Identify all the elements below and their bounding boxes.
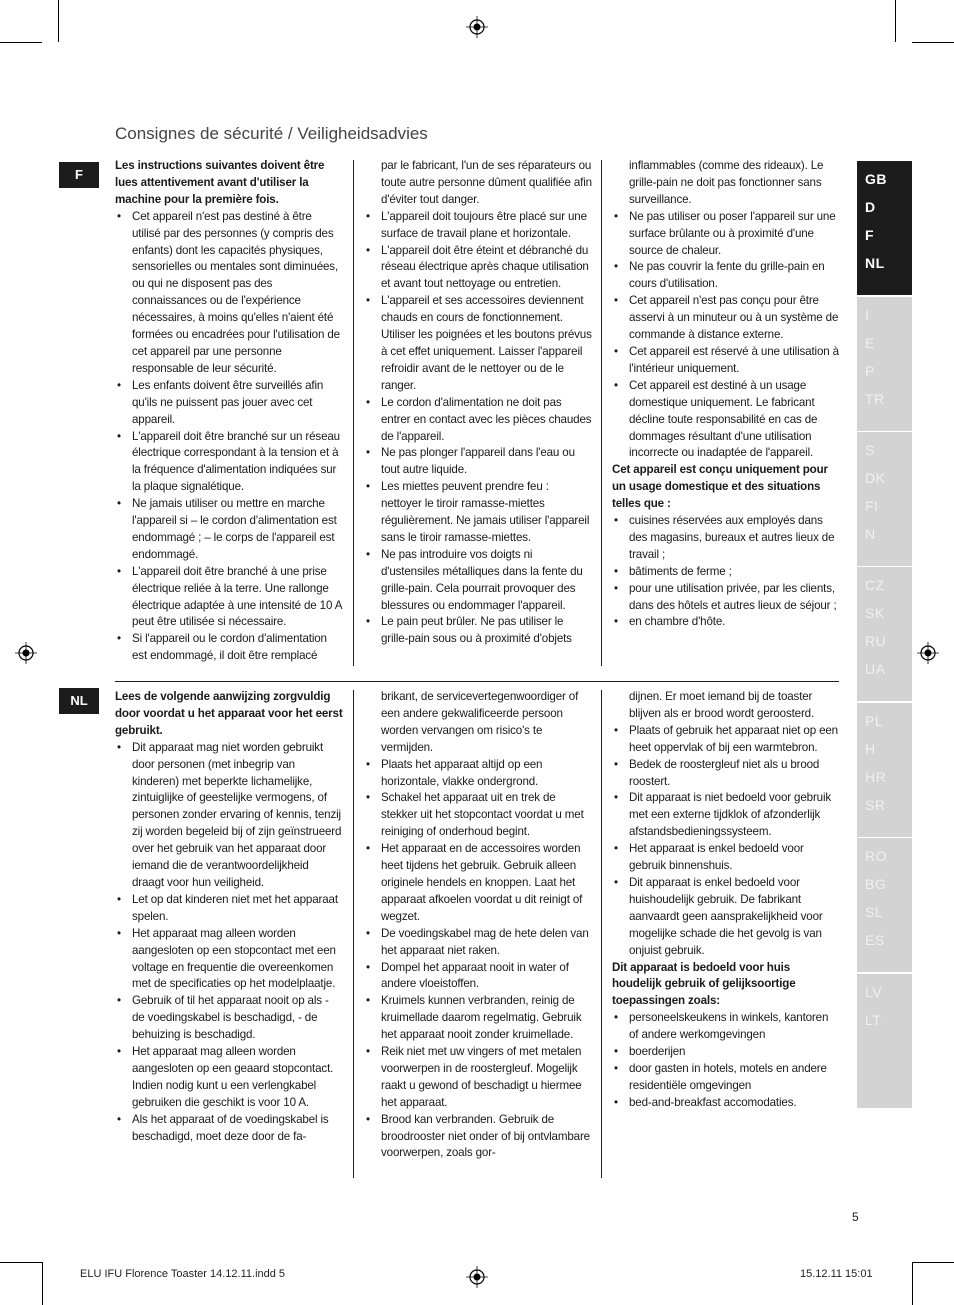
list-item: • Bedek de roostergleuf niet als u brood roostert. [612, 757, 840, 791]
lang-group [857, 567, 912, 701]
fr-intro: Les instructions suivantes doivent être lues attentivement avant d'utiliser la machine pour la première fois. [115, 159, 325, 206]
footer-file: ELU IFU Florence Toaster 14.12.11.indd 5 [80, 1268, 286, 1280]
list-item: • Dit apparaat is enkel bedoeld voor huishoudelijk gebruik. De fabrikant aanvaardt geen aansprakelijkheid voor mogelijke schade die het gevolg is van onjuist gebruik. [612, 875, 840, 960]
language-tag-nl: NL [59, 688, 99, 714]
registration-mark-icon [15, 642, 37, 664]
list-item: • Cet appareil n'est pas destiné à être utilisé par des personnes (y compris des enfants) dont les capacités physiques, sensorielles ou mentales sont diminuées, ou qui ne disposent pas des connaissances ou de l'expérience nécessaires, à moins qu'elles n'aient été formées ou encadrées pour l'utilisation de cet appareil par une personne responsable de leur sécurité. [115, 209, 343, 378]
list-item: • door gasten in hotels, motels en andere residentiële omgevingen [612, 1061, 840, 1095]
column-divider [353, 690, 354, 1178]
fr-col3-list [612, 209, 840, 463]
list-item: • Plaats of gebruik het apparaat niet op een heet oppervlak of bij een warmtebron. [612, 723, 840, 757]
crop-mark [912, 1262, 954, 1263]
lang-tab-lt[interactable]: LT [865, 1012, 882, 1028]
list-item: • Ne pas couvrir la fente du grille-pain en cours d'utilisation. [612, 259, 840, 293]
lang-tab-sr[interactable]: SR [865, 797, 886, 813]
list-item: • Het apparaat is enkel bedoeld voor gebruik binnenshuis. [612, 841, 840, 875]
lang-group [857, 432, 912, 566]
crop-mark [0, 1262, 42, 1263]
list-item: • Cet appareil n'est pas conçu pour être asservi à un minuteur ou à un système de commande à distance externe. [612, 293, 840, 344]
nl-col2-lead: brikant, de servicevertegenwoordiger of een andere gekwalificeerde persoon worden vervangen om risico's te vermijden. [381, 690, 579, 754]
list-item: • Brood kan verbranden. Gebruik de broodrooster niet onder of bij ontvlambare voorwerpen, zoals gor- [364, 1112, 592, 1163]
lang-tab-fi[interactable]: FI [865, 498, 879, 514]
list-item: • bâtiments de ferme ; [612, 564, 840, 581]
lang-tab-hr[interactable]: HR [865, 769, 887, 785]
lang-tab-h[interactable]: H [865, 741, 876, 757]
lang-tab-e[interactable]: E [865, 335, 875, 351]
list-item: • Les miettes peuvent prendre feu : nettoyer le tiroir ramasse-miettes régulièrement. Ne jamais utiliser l'appareil sans le tiroir ramasse-miettes. [364, 479, 592, 547]
list-item: • Dit apparaat is niet bedoeld voor gebruik met een externe tijdklok of afzonderlijk afstandsbedieningssysteem. [612, 790, 840, 841]
list-item: • Les enfants doivent être surveillés afin qu'ils ne puissent pas jouer avec cet appareil. [115, 378, 343, 429]
lang-tab-sl[interactable]: SL [865, 904, 884, 920]
fr-col3-lead: inflammables (comme des rideaux). Le grille-pain ne doit pas fonctionner sans surveillance. [629, 159, 824, 206]
list-item: • personeelskeukens in winkels, kantoren of andere werkomgevingen [612, 1010, 840, 1044]
column-divider [353, 160, 354, 666]
language-tag-f: F [59, 162, 99, 188]
list-item: • Gebruik of til het apparaat nooit op als - de voedingskabel is beschadigd, - de behuizing is beschadigd. [115, 993, 343, 1044]
list-item: • Let op dat kinderen niet met het apparaat spelen. [115, 892, 343, 926]
footer-date: 15.12.11 15:01 [800, 1268, 873, 1280]
list-item: • cuisines réservées aux employés dans des magasins, bureaux et autres lieux de travail ; [612, 513, 840, 564]
registration-mark-icon [917, 642, 939, 664]
page-number: 5 [852, 1210, 859, 1224]
fr-usage-heading: Cet appareil est conçu uniquement pour un usage domestique et des situations telles que : [612, 463, 828, 511]
list-item: • Als het apparaat of de voedingskabel is beschadigd, moet deze door de fa- [115, 1112, 343, 1146]
lang-group [857, 703, 912, 837]
lang-tab-es[interactable]: ES [865, 932, 885, 948]
lang-tab-pl[interactable]: PL [865, 713, 884, 729]
lang-tab-bg[interactable]: BG [865, 876, 887, 892]
lang-tab-f[interactable]: F [865, 227, 875, 243]
fr-col3-usage-list [612, 513, 840, 631]
lang-tab-lv[interactable]: LV [865, 984, 883, 1000]
list-item: • pour une utilisation privée, par les clients, dans des hôtels et autres lieux de séjour ; [612, 581, 840, 615]
list-item: • Kruimels kunnen verbranden, reinig de kruimellade daarom regelmatig. Gebruik het apparaat nooit zonder kruimellade. [364, 993, 592, 1044]
list-item: • boerderijen [612, 1044, 840, 1061]
list-item: • L'appareil doit être branché sur un réseau électrique correspondant à la tension et à la fréquence d'alimentation indiquées sur la plaque signalétique. [115, 429, 343, 497]
page-title: Consignes de sécurité / Veiligheidsadvies [115, 124, 428, 143]
fr-col2-list [364, 209, 592, 649]
list-item: • Ne pas introduire vos doigts ni d'ustensiles métalliques dans la fente du grille-pain. Cela pourrait provoquer des blessures ou endommager l'appareil. [364, 547, 592, 615]
registration-mark-icon [466, 1266, 488, 1288]
nl-usage-heading: Dit apparaat is bedoeld voor huis houdelijk gebruik of gelijksoortige toepassingen zoals: [612, 960, 796, 1008]
lang-group [857, 297, 912, 431]
lang-tab-nl[interactable]: NL [865, 255, 885, 271]
list-item: • Ne pas plonger l'appareil dans l'eau ou tout autre liquide. [364, 445, 592, 479]
list-item: • Plaats het apparaat altijd op een horizontale, vlakke ondergrond. [364, 757, 592, 791]
fr-column-1 [115, 158, 343, 665]
list-item: • Le pain peut brûler. Ne pas utiliser le grille-pain sous ou à proximité d'objets [364, 614, 592, 648]
lang-tab-d[interactable]: D [865, 199, 876, 215]
lang-tab-p[interactable]: P [865, 363, 875, 379]
lang-tab-n[interactable]: N [865, 526, 876, 542]
nl-col3-usage-list [612, 1010, 840, 1111]
crop-mark [42, 1262, 43, 1305]
list-item: • Dompel het apparaat nooit in water of andere vloeistoffen. [364, 960, 592, 994]
nl-col2-list [364, 757, 592, 1163]
crop-mark [895, 0, 896, 42]
list-item: • Het apparaat en de accessoires worden heet tijdens het gebruik. Gebruik alleen originele hendels en knoppen. Laat het apparaat afkoelen voordat u dit reinigt of wegzet. [364, 841, 592, 926]
list-item: • Ne jamais utiliser ou mettre en marche l'appareil si – le cordon d'alimentation est endommagé ; – le corps de l'appareil est endommagé. [115, 496, 343, 564]
list-item: • L'appareil doit toujours être placé sur une surface de travail plane et horizontale. [364, 209, 592, 243]
list-item: • Dit apparaat mag niet worden gebruikt door personen (met inbegrip van kinderen) met beperkte lichamelijke, zintuiglijke of geestelijke vermogens, of personen zonder ervaring of kennis, tenzij zij worden begeleid bij of zijn geïnstrueerd over het gebruik van het apparaat door iemand die de verantwoordelijkheid draagt voor hun veiligheid. [115, 740, 343, 892]
lang-tab-ru[interactable]: RU [865, 633, 887, 649]
lang-group [857, 838, 912, 972]
lang-tab-tr[interactable]: TR [865, 391, 885, 407]
fr-col2-lead: par le fabricant, l'un de ses réparateurs ou toute autre personne dûment qualifiée afin d'éviter tout danger. [381, 159, 592, 206]
list-item: • L'appareil doit être éteint et débranché du réseau électrique après chaque utilisation et avant tout nettoyage ou entretien. [364, 243, 592, 294]
crop-mark [912, 1262, 913, 1305]
registration-mark-icon [466, 16, 488, 38]
list-item: • L'appareil doit être branché à une prise électrique reliée à la terre. Une rallonge électrique adaptée à une intensité de 10 A peut être utilisée si nécessaire. [115, 564, 343, 632]
list-item: • Le cordon d'alimentation ne doit pas entrer en contact avec les pièces chaudes de l'appareil. [364, 395, 592, 446]
crop-mark [912, 42, 954, 43]
list-item: • Cet appareil est réservé à une utilisation à l'intérieur uniquement. [612, 344, 840, 378]
nl-column-3 [612, 689, 840, 1112]
list-item: • Cet appareil est destiné à un usage domestique uniquement. Le fabricant décline toute responsabilité en cas de dommages résultant d'une utilisation incorrecte ou inadaptée de l'appareil. [612, 378, 840, 463]
list-item: • Ne pas utiliser ou poser l'appareil sur une surface brûlante ou à proximité d'une source de chaleur. [612, 209, 840, 260]
nl-column-2 [364, 689, 592, 1162]
lang-tab-sk[interactable]: SK [865, 605, 885, 621]
nl-col3-list [612, 723, 840, 960]
list-item: • Si l'appareil ou le cordon d'alimentation est endommagé, il doit être remplacé [115, 631, 343, 665]
list-item: • Reik niet met uw vingers of met metalen voorwerpen in de roostergleuf. Mogelijk raakt u gewond of beschadigt u hiermee het apparaat. [364, 1044, 592, 1112]
fr-column-3 [612, 158, 840, 631]
lang-tab-gb[interactable]: GB [865, 171, 887, 187]
lang-tab-ro[interactable]: RO [865, 848, 887, 864]
nl-col3-lead: dijnen. Er moet iemand bij de toaster blijven als er brood wordt geroosterd. [629, 690, 815, 720]
nl-intro: Lees de volgende aanwijzing zorgvuldig door voordat u het apparaat voor het eerst gebruikt. [115, 690, 343, 737]
nl-column-1 [115, 689, 343, 1145]
list-item: • en chambre d'hôte. [612, 614, 840, 631]
lang-tab-ua[interactable]: UA [865, 661, 886, 677]
list-item: • Schakel het apparaat uit en trek de stekker uit het stopcontact voordat u met reiniging of onderhoud begint. [364, 790, 592, 841]
lang-tab-i[interactable]: I [865, 307, 870, 323]
crop-mark [58, 0, 59, 42]
fr-column-2 [364, 158, 592, 648]
lang-tab-dk[interactable]: DK [865, 470, 886, 486]
fr-col1-list [115, 209, 343, 665]
list-item: • L'appareil et ses accessoires deviennent chauds en cours de fonctionnement. Utiliser les poignées et les boutons prévus à cet effet uniquement. Laisser l'appareil refroidir avant de le nettoyer ou de le ranger. [364, 293, 592, 394]
section-divider [115, 681, 839, 682]
list-item: • De voedingskabel mag de hete delen van het apparaat niet raken. [364, 926, 592, 960]
column-divider [601, 160, 602, 666]
column-divider [601, 690, 602, 1178]
lang-tab-s[interactable]: S [865, 442, 875, 458]
list-item: • Het apparaat mag alleen worden aangesloten op een stopcontact met een voltage en frequentie die overeenkomen met de specificaties op het modelplaatje. [115, 926, 343, 994]
crop-mark [0, 42, 42, 43]
list-item: • Het apparaat mag alleen worden aangesloten op een geaard stopcontact. Indien nodig kunt u een verlengkabel gebruiken die geschikt is voor 10 A. [115, 1044, 343, 1112]
lang-group-active [857, 161, 912, 295]
list-item: • bed-and-breakfast accomodaties. [612, 1095, 840, 1112]
lang-group [857, 974, 912, 1108]
nl-col1-list [115, 740, 343, 1146]
lang-tab-cz[interactable]: CZ [865, 577, 885, 593]
